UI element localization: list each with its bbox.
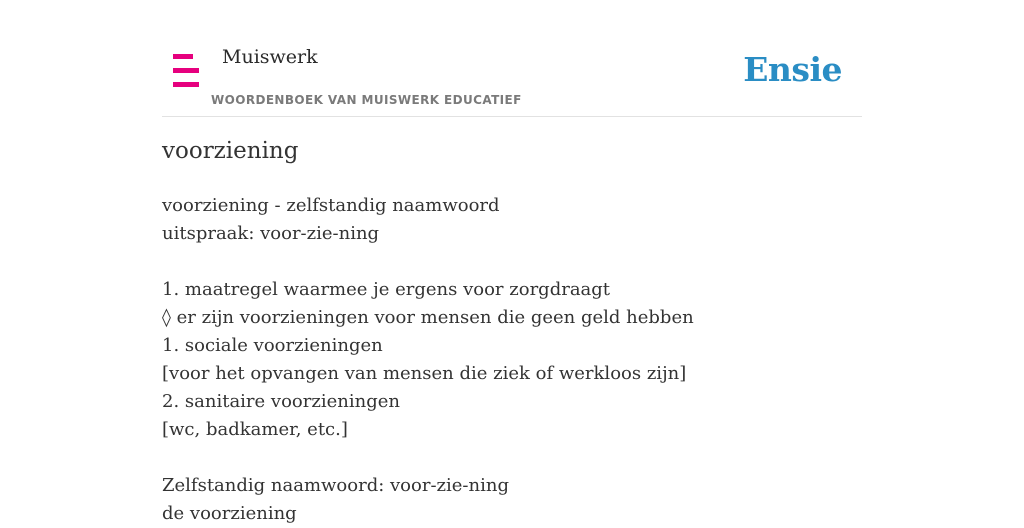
muiswerk-logo-icon[interactable] (173, 54, 201, 88)
sub-meaning-line: 1. sociale voorzieningen (162, 335, 383, 356)
pronunciation-line: uitspraak: voor-zie-ning (162, 223, 380, 244)
brand-subtitle: WOORDENBOEK VAN MUISWERK EDUCATIEF (211, 93, 522, 107)
blank-line (162, 444, 862, 472)
definition-body (162, 192, 862, 528)
example-line: ◊ er zijn voorzieningen voor mensen die geen geld hebben (162, 307, 694, 328)
page-container (162, 0, 862, 524)
blank-line (162, 248, 862, 276)
brand-name[interactable]: Muiswerk (222, 46, 318, 68)
word-class-line: voorziening - zelfstandig naamwoord (162, 195, 500, 216)
meaning-line: 1. maatregel waarmee je ergens voor zorgdraagt (162, 279, 611, 300)
site-header (162, 0, 862, 117)
ensie-logo-link[interactable]: Ensie (743, 50, 842, 89)
article-line: de voorziening (162, 503, 297, 524)
grammar-line: Zelfstandig naamwoord: voor-zie-ning (162, 475, 509, 496)
sub-meaning-note: [wc, badkamer, etc.] (162, 419, 348, 440)
sub-meaning-line: 2. sanitaire voorzieningen (162, 391, 400, 412)
sub-meaning-note: [voor het opvangen van mensen die ziek of werkloos zijn] (162, 363, 687, 384)
entry-title: voorziening (162, 138, 299, 164)
